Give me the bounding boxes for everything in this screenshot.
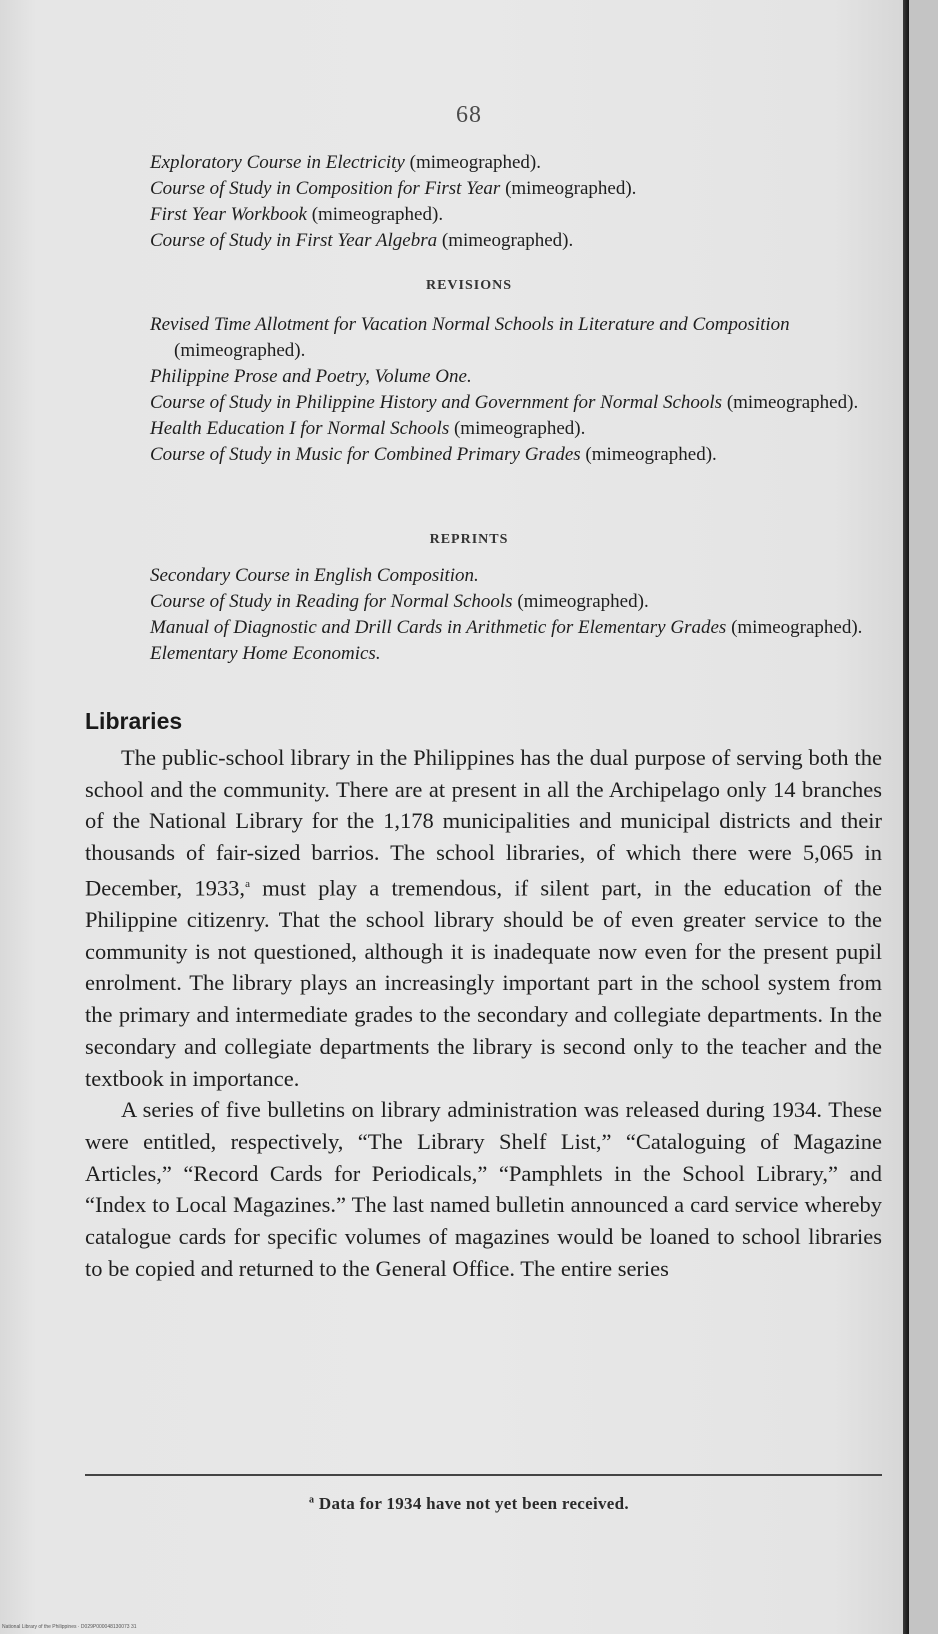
scan-credit: National Library of the Philippines · D029P000048130073 31	[2, 1624, 137, 1630]
paragraph: The public-school library in the Philippines has the dual purpose of serving both the school and the community. There are at present in all the Archipelago only 14 branches of the National Library for the 1,178 municipalities and municipal districts and their thousands of fair-sized barrios. The school libraries, of which there were 5,065 in December, 1933,$^a$ must play a tremendous, if silent part, in the education of the Philippine citizenry. That the school library should be of even greater service to the community is not questioned, although it is inadequate now even for the present pupil enrolment. The library plays an increasingly important part in the school system from the primary and intermediate grades to the secondary and collegiate departments. In the secondary and collegiate departments the library is second only to the teacher and the textbook in importance.	[85, 745, 882, 1091]
footnote-rule	[85, 1474, 882, 1476]
list-item: Course of Study in Reading for Normal Schools (mimeographed).	[150, 591, 649, 612]
list-item: Elementary Home Economics.	[150, 643, 381, 664]
list-item: Revised Time Allotment for Vacation Normal Schools in Literature and Composition (mimeographed).	[150, 314, 790, 361]
list-item: Course of Study in Composition for First Year (mimeographed).	[150, 178, 637, 199]
page-number: 68	[456, 102, 482, 128]
top-publication-list	[150, 150, 870, 254]
libraries-body	[85, 742, 882, 1284]
list-item: Secondary Course in English Composition.	[150, 565, 479, 586]
list-item: Health Education I for Normal Schools (mimeographed).	[150, 418, 586, 439]
scan-margin	[909, 0, 938, 1634]
libraries-heading: Libraries	[85, 708, 183, 734]
list-item: Course of Study in First Year Algebra (mimeographed).	[150, 230, 574, 251]
paragraph: A series of five bulletins on library administration was released during 1934. These were entitled, respectively, “The Library Shelf List,” “Cataloguing of Magazine Articles,” “Record Cards for Periodicals,” “Pamphlets in the School Library,” and “Index to Local Magazines.” The last named bulletin announced a card service whereby catalogue cards for specific volumes of magazines would be loaned to school libraries to be copied and returned to the General Office. The entire series	[85, 1097, 882, 1281]
list-item: Course of Study in Philippine History and Government for Normal Schools (mimeographed).	[150, 392, 859, 413]
revisions-list	[150, 312, 870, 468]
list-item: Manual of Diagnostic and Drill Cards in Arithmetic for Elementary Grades (mimeographed).	[150, 617, 863, 638]
list-item: Course of Study in Music for Combined Primary Grades (mimeographed).	[150, 444, 717, 465]
footnote: $^a$ Data for 1934 have not yet been received.	[309, 1494, 629, 1513]
list-item: First Year Workbook (mimeographed).	[150, 204, 444, 225]
footnote-marker: a	[245, 877, 250, 890]
list-item: Exploratory Course in Electricity (mimeographed).	[150, 152, 541, 173]
list-item: Philippine Prose and Poetry, Volume One.	[150, 366, 472, 387]
reprints-list	[150, 563, 870, 667]
reprints-heading: REPRINTS	[429, 532, 509, 547]
revisions-heading: REVISIONS	[425, 278, 513, 293]
